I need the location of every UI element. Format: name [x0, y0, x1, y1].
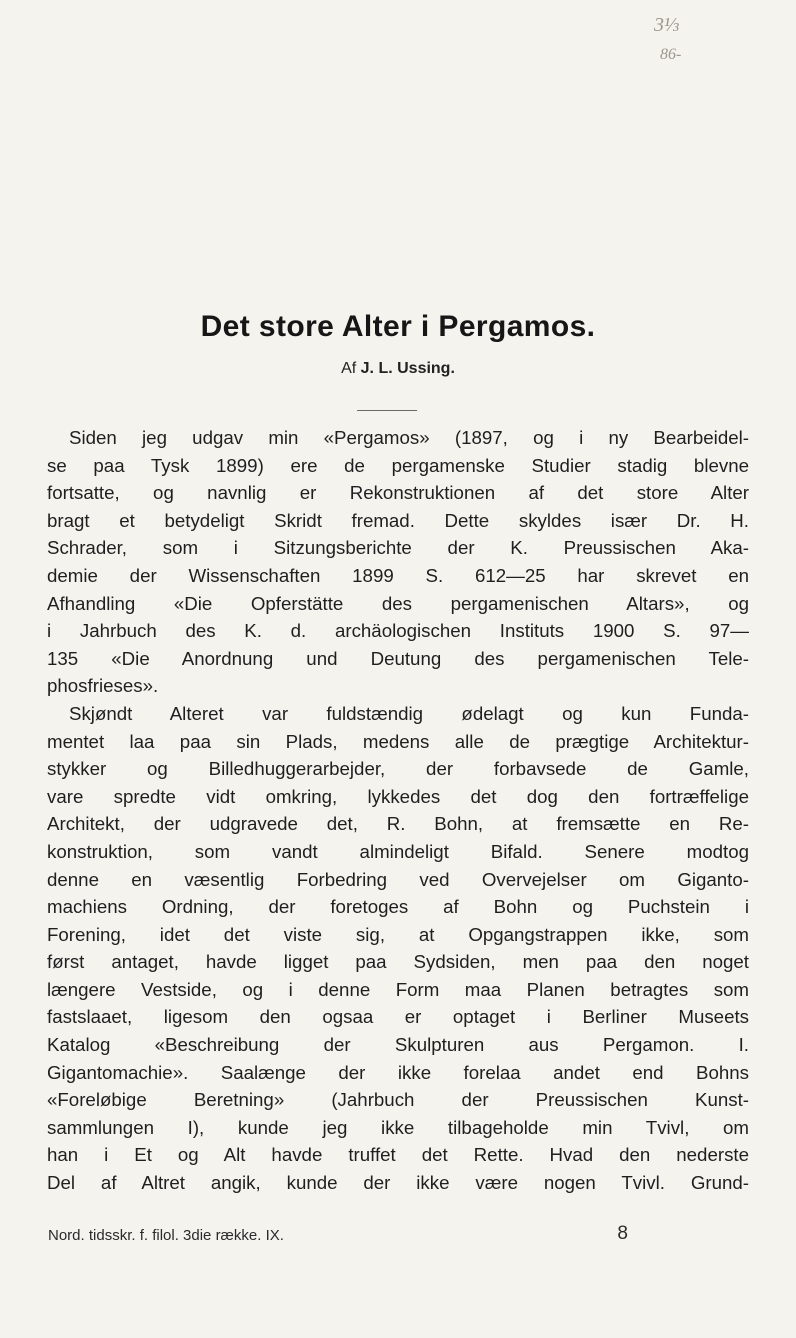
text-line: mentet laa paa sin Plads, medens alle de prægtige Architektur- — [47, 730, 749, 752]
text-line: fastslaaet, ligesom den ogsaa er optaget i Berliner Museets — [47, 1006, 749, 1028]
text-line: «Foreløbige Beretning» (Jahrbuch der Preussischen Kunst- — [47, 1089, 749, 1111]
paragraph-1 — [47, 424, 749, 700]
text-line: Schrader, som i Sitzungsberichte der K. Preussischen Aka- — [47, 537, 749, 559]
title-divider — [357, 410, 417, 411]
text-line: phosfrieses». — [47, 675, 159, 697]
text-line: bragt et betydeligt Skridt fremad. Dette skyldes især Dr. H. — [47, 509, 749, 531]
text-line: se paa Tysk 1899) ere de pergamenske Studier stadig blevne — [47, 454, 749, 476]
page-footer — [48, 1223, 748, 1244]
text-line: Forening, idet det viste sig, at Opgangstrappen ikke, som — [47, 923, 749, 945]
text-line: længere Vestside, og i denne Form maa Planen betragtes som — [47, 978, 749, 1000]
text-line: konstruktion, som vandt almindeligt Bifald. Senere modtog — [47, 840, 749, 862]
article-title: Det store Alter i Pergamos. — [200, 310, 596, 343]
handwritten-annotation-bottom: 86- — [660, 46, 682, 63]
text-line: sammlungen I), kunde jeg ikke tilbageholde min Tvivl, om — [47, 1116, 749, 1138]
text-line: demie der Wissenschaften 1899 S. 612—25 har skrevet en — [47, 564, 749, 586]
text-line: Siden jeg udgav min «Pergamos» (1897, og i ny Bearbeidel- — [69, 427, 749, 448]
text-line: Katalog «Beschreibung der Skulpturen aus Pergamon. I. — [47, 1034, 749, 1056]
text-line: Architekt, der udgravede det, R. Bohn, at fremsætte en Re- — [47, 813, 749, 835]
text-line: denne en væsentlig Forbedring ved Overvejelser om Giganto- — [47, 868, 749, 890]
text-line: machiens Ordning, der foretoges af Bohn og Puchstein i — [47, 896, 749, 918]
page-number: 8 — [617, 1223, 628, 1244]
handwritten-annotation-top: 3⅓ — [654, 14, 679, 36]
text-line: Skjøndt Alteret var fuldstændig ødelagt og kun Funda- — [69, 702, 749, 724]
text-line: stykker og Billedhuggerarbejder, der forbavsede de Gamle, — [47, 758, 749, 780]
text-line: i Jahrbuch des K. d. archäologischen Instituts 1900 S. 97— — [47, 620, 749, 642]
author-prefix: Af — [341, 360, 357, 377]
article-body — [47, 424, 749, 1197]
journal-reference: Nord. tidsskr. f. filol. 3die række. IX. — [48, 1227, 284, 1244]
text-line: vare spredte vidt omkring, lykkedes det dog den fortræffelige — [47, 785, 749, 807]
paragraph-2 — [47, 700, 749, 1197]
text-line: først antaget, havde ligget paa Sydsiden, men paa den noget — [47, 951, 749, 973]
text-line: han i Et og Alt havde truffet det Rette. Hvad den nederste — [47, 1144, 749, 1166]
text-line: Afhandling «Die Opferstätte des pergamenischen Altars», og — [47, 592, 749, 614]
text-line: 135 «Die Anordnung und Deutung des pergamenischen Tele- — [47, 647, 749, 669]
author-name: J. L. Ussing. — [360, 360, 455, 377]
text-line: Del af Altret angik, kunde der ikke være nogen Tvivl. Grund- — [47, 1172, 749, 1194]
author-line — [0, 360, 796, 378]
text-line: Gigantomachie». Saalænge der ikke forelaa andet end Bohns — [47, 1061, 749, 1083]
text-line: fortsatte, og navnlig er Rekonstruktionen af det store Alter — [47, 482, 749, 504]
